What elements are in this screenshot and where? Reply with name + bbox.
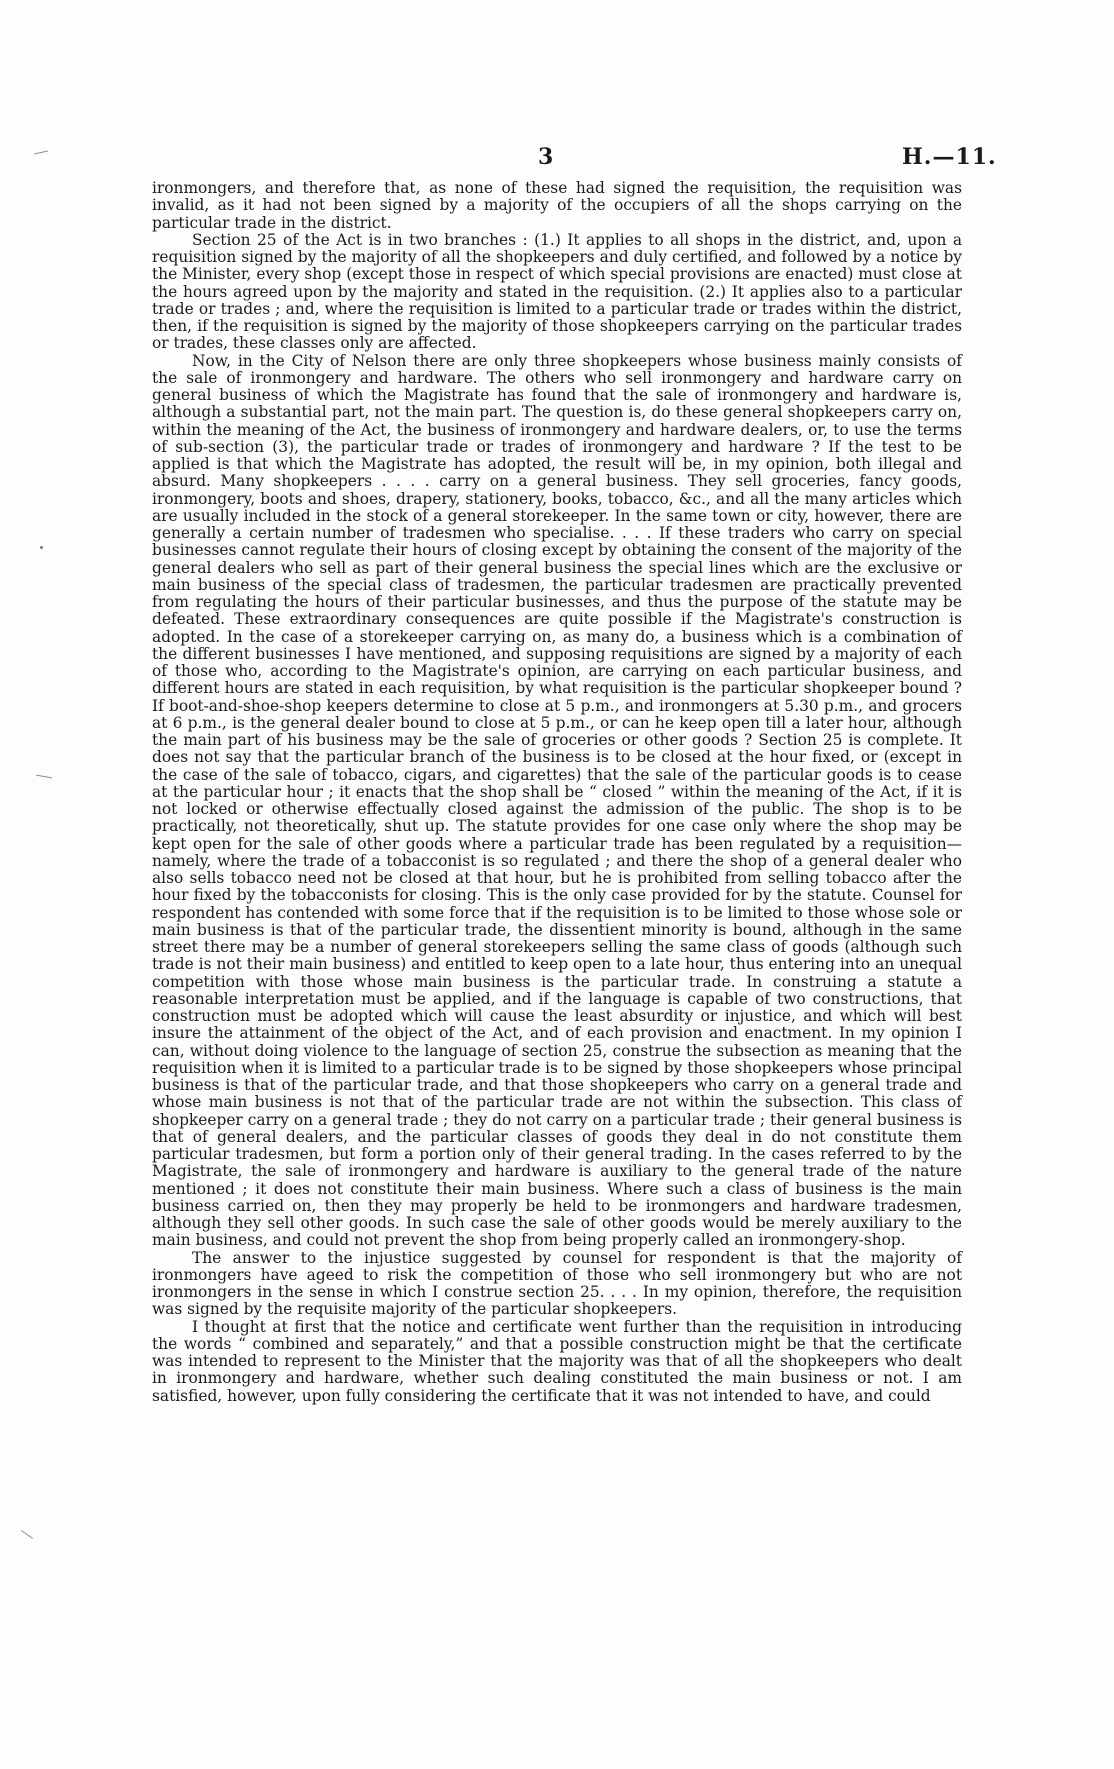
paragraph-continuation: ironmongers, and therefore that, as none of these had signed the requisition, the requisition was invalid, as it had not been signed by a majority of the occupiers of all the shops carrying on the particular trade in the district. xyxy=(152,179,962,232)
scan-mark xyxy=(21,1530,33,1539)
paragraph-section-25: Section 25 of the Act is in two branches : (1.) It applies to all shops in the district, and, upon a requisition signed by the majority of all the shopkeepers and duly certified, and followed by a notice by the Minister, every shop (except those in respect of which special provisions are enacted) must close at the hours agreed upon by the majority and stated in the requisition. (2.) It applies also to a particular trade or trades ; and, where the requisition is limited to a particular trade or trades within the district, then, if the requisition is signed by the majority of those shopkeepers carrying on the particular trades or trades, these classes only are affected. xyxy=(152,230,962,353)
scan-mark xyxy=(34,151,48,155)
paragraph-nelson-shopkeepers: Now, in the City of Nelson there are only three shopkeepers whose business mainly consists of the sale of ironmongery and hardware. The others who sell ironmongery and hardware carry on general business of which the Magistrate has found that the sale of ironmongery and hardware is, although a substantial part, not the main part. The question is, do these general shopkeepers carry on, within the meaning of the Act, the business of ironmongery and hardware dealers, or, to use the terms of sub-section (3), the particular trade or trades of ironmongery and hardware ? If the test to be applied is that which the Magistrate has adopted, the result will be, in my opinion, both illegal and absurd. Many shopkeepers . . . . carry on a general business. They sell groceries, fancy goods, ironmongery, boots and shoes, drapery, stationery, books, tobacco, &c., and all the many articles which are usually included in the stock of a general storekeeper. In the same town or city, however, there are generally a certain number of tradesmen who specialise. . . . If these traders who carry on special businesses cannot regulate their hours of closing except by obtaining the consent of the majority of the general dealers who sell as part of their general business the special lines which are the exclusive or main business of the special class of tradesmen, the particular tradesmen are practically prevented from regulating the hours of their particular businesses, and thus the purpose of the statute may be defeated. These extraordinary consequences are quite possible if the Magistrate's construction is adopted. In the case of a storekeeper carrying on, as many do, a business which is a combination of the different businesses I have mentioned, and supposing requisitions are signed by a majority of each of those who, according to the Magistrate's opinion, are carrying on each particular business, and different hours are stated in each requisition, by what requisition is the particular shopkeeper bound ? If boot-and-shoe-shop keepers determine to close at 5 p.m., and ironmongers at 5.30 p.m., and grocers at 6 p.m., is the general dealer bound to close at 5 p.m., or can he keep open till a later hour, although the main part of his business may be the sale of groceries or other goods ? Section 25 is complete. It does not say that the particular branch of the business is to be closed at the hour fixed, or (except in the case of the sale of tobacco, cigars, and cigarettes) that the sale of the particular goods is to cease at the particular hour ; it enacts that the shop shall be “ closed ” within the meaning of the Act, if it is not locked or otherwise effectually closed against the admission of the public. The shop is to be practically, not theoretically, shut up. The statute provides for one case only where the shop may be kept open for the sale of other goods where a particular trade has been regulated by a requisition—namely, where the trade of a tobacconist is so regulated ; and there the shop of a general dealer who also sells tobacco need not be closed at that hour, but he is prohibited from selling tobacco after the hour fixed by the tobacconists for closing. This is the only case provided for by the statute. Counsel for respondent has contended with some force that if the requisition is to be limited to those whose sole or main business is that of the particular trade, the dissentient minority is bound, although in the same street there may be a number of general storekeepers selling the same class of goods (although such trade is not their main business) and entitled to keep open to a late hour, thus entering into an unequal competition with those whose main business is the particular trade. In construing a statute a reasonable interpretation must be applied, and if the language is capable of two constructions, that construction must be adopted which will cause the least absurdity or injustice, and which will best insure the attainment of the object of the Act, and of each provision and enactment. In my opinion I can, without doing violence to the language of section 25, construe the subsection as meaning that the requisition when it is limited to a particular trade is to be signed by those shopkeepers whose principal business is that of the particular trade, and that those shopkeepers who carry on a general trade and whose main business is not that of the particular trade are not within the subsection. This class of shopkeeper carry on a general trade ; they do not carry on a particular trade ; their general business is that of general dealers, and the particular classes of goods they deal in do not constitute them particular tradesmen, but form a portion only of their general trading. In the cases referred to by the Magistrate, the sale of ironmongery and hardware is auxiliary to the general trade of the nature mentioned ; it does not constitute their main business. Where such a class of business is the main business carried on, then they may properly be held to be ironmongers and hardware tradesmen, although they sell other goods. In such case the sale of other goods would be merely auxiliary to the main business, and could not prevent the shop from being properly called an ironmongery-shop. xyxy=(152,351,962,1250)
body-text xyxy=(152,180,962,1405)
paragraph-notice-and-certificate: I thought at first that the notice and certificate went further than the requisition in introducing the words “ combined and separately,” and that a possible construction might be that the certificate was intended to represent to the Minister that the majority was that of all the shopkeepers who dealt in ironmongery and hardware, whether such dealing constituted the main business or not. I am satisfied, however, upon fully considering the certificate that it was not intended to have, and could xyxy=(152,1317,962,1405)
scan-mark xyxy=(36,775,52,779)
document-reference: H.—11. xyxy=(902,144,997,170)
scan-speck xyxy=(40,546,43,549)
paragraph-answer-to-injustice: The answer to the injustice suggested by counsel for respondent is that the majority of ironmongers have ageed to risk the competition of those who sell ironmongery but who are not ironmongers in the sense in which I construe section 25. . . . In my opinion, therefore, the requisition was signed by the requisite majority of the particular shopkeepers. xyxy=(152,1248,962,1319)
page-number: 3 xyxy=(538,144,555,170)
